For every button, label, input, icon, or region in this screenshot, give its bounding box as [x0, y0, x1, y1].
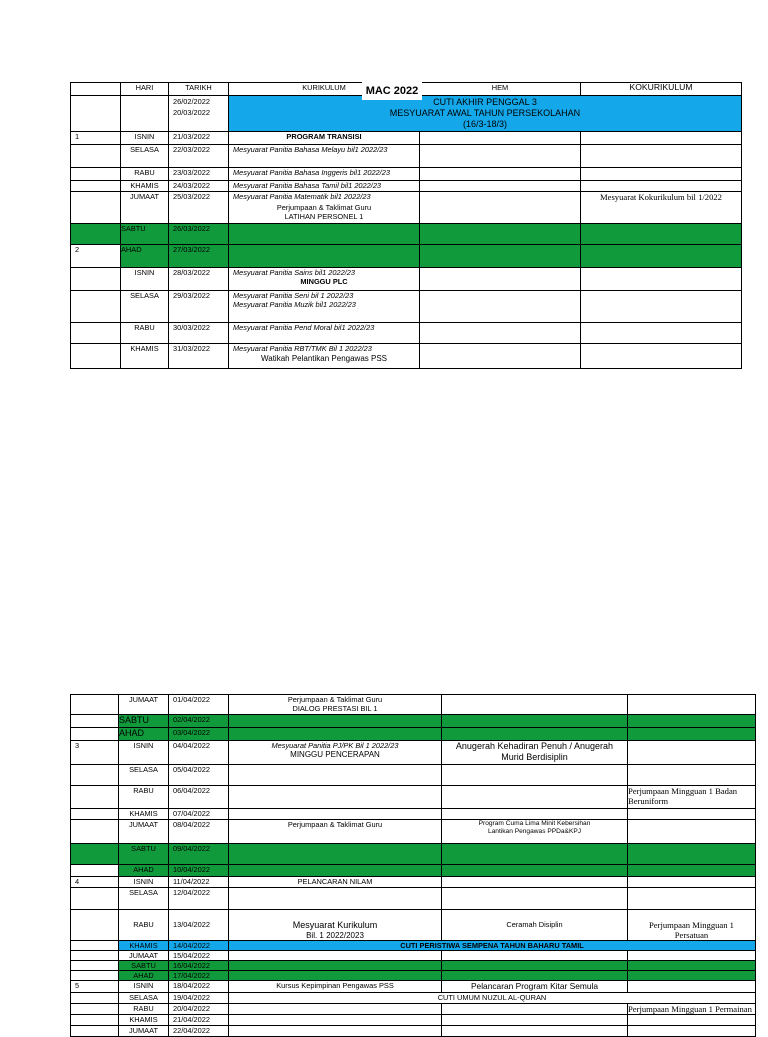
- day-cell: KHAMIS: [119, 809, 169, 820]
- date-cell: 07/04/2022: [169, 809, 229, 820]
- date-cell: 20/03/2022: [173, 108, 210, 117]
- date-cell: 26/02/2022: [173, 97, 210, 106]
- day-cell: RABU: [121, 323, 169, 344]
- table-row: [71, 1026, 756, 1037]
- date-cell: 06/04/2022: [169, 786, 229, 809]
- table-row: [71, 951, 756, 961]
- date-cell: 19/04/2022: [169, 993, 229, 1004]
- kurikulum-item: Mesyuarat Kurikulum: [292, 920, 378, 930]
- weekend-row: [71, 971, 756, 981]
- date-cell: 17/04/2022: [169, 971, 229, 981]
- holiday-row: [71, 941, 756, 951]
- kokurikulum-cell: Perjumpaan Mingguan 1 Permainan: [628, 1004, 756, 1015]
- day-cell: AHAD: [121, 245, 169, 268]
- day-cell: ISNIN: [119, 741, 169, 765]
- date-cell: 04/04/2022: [169, 741, 229, 765]
- date-cell: 21/04/2022: [169, 1015, 229, 1026]
- weekend-row: [71, 961, 756, 971]
- table-row: [71, 809, 756, 820]
- date-cell: 26/03/2022: [169, 224, 229, 245]
- kurikulum-cell: PROGRAM TRANSISI: [229, 132, 420, 145]
- day-cell: ISNIN: [121, 132, 169, 145]
- table-row: [71, 145, 742, 168]
- weekend-row: [71, 715, 756, 728]
- table-row: [71, 820, 756, 844]
- holiday-note: CUTI AKHIR PENGGAL 3: [433, 97, 537, 107]
- day-cell: ISNIN: [119, 877, 169, 888]
- kurikulum-item: Bil. 1 2022/2023: [306, 931, 364, 940]
- kurikulum-item: Mesyuarat Panitia Muzik bil1 2022/23: [233, 300, 356, 309]
- date-cell: 21/03/2022: [169, 132, 229, 145]
- header-kokurikulum: KOKURIKULUM: [581, 83, 742, 96]
- date-cell: 18/04/2022: [169, 981, 229, 993]
- day-cell: AHAD: [119, 865, 169, 877]
- kurikulum-item: Mesyuarat Panitia Matematik bil1 2022/23: [233, 192, 371, 201]
- table-row: [71, 323, 742, 344]
- date-range-note: (16/3-18/3): [462, 119, 508, 129]
- header-hem: HEM: [420, 83, 581, 96]
- date-cell: 16/04/2022: [169, 961, 229, 971]
- week-number: 5: [71, 981, 119, 993]
- date-cell: 28/03/2022: [169, 268, 229, 291]
- day-cell: SELASA: [119, 888, 169, 910]
- table-row: [71, 786, 756, 809]
- weekend-row: [71, 844, 756, 865]
- date-cell: 15/04/2022: [169, 951, 229, 961]
- week-number: 4: [71, 877, 119, 888]
- table-row: [71, 96, 742, 132]
- date-cell: 22/03/2022: [169, 145, 229, 168]
- weekend-row: [71, 728, 756, 741]
- day-cell: KHAMIS: [121, 344, 169, 369]
- hem-item: Lantikan Pengawas PPDa&KPJ: [487, 828, 582, 835]
- holiday-row: [71, 993, 756, 1004]
- day-cell: ISNIN: [121, 268, 169, 291]
- day-cell: AHAD: [119, 728, 169, 741]
- week-number: 1: [71, 132, 121, 145]
- date-cell: 10/04/2022: [169, 865, 229, 877]
- date-cell: 14/04/2022: [169, 941, 229, 951]
- kurikulum-cell: Kursus Kepimpinan Pengawas PSS: [229, 981, 442, 993]
- header-hari: HARI: [121, 83, 169, 96]
- kurikulum-item: Mesyuarat Panitia PJ/PK Bil 1 2022/23: [271, 741, 399, 750]
- hem-cell: Ceramah Disiplin: [442, 910, 628, 941]
- day-cell: RABU: [119, 786, 169, 809]
- day-cell: RABU: [121, 168, 169, 181]
- kurikulum-item: DIALOG PRESTASI BIL 1: [292, 704, 378, 713]
- kurikulum-cell: Perjumpaan & Taklimat Guru: [229, 820, 442, 844]
- kurikulum-item: Watikah Pelantikan Pengawas PSS: [261, 354, 387, 363]
- day-cell: RABU: [119, 910, 169, 941]
- day-cell: KHAMIS: [119, 941, 169, 951]
- schedule-table-march: [70, 82, 742, 369]
- date-cell: 22/04/2022: [169, 1026, 229, 1037]
- hem-item: Program Cuma Lima Minit Kebersihan: [478, 820, 591, 827]
- day-cell: SABTU: [119, 961, 169, 971]
- table-row: [71, 741, 756, 765]
- date-cell: 27/03/2022: [169, 245, 229, 268]
- day-cell: SELASA: [119, 993, 169, 1004]
- table-row: [71, 291, 742, 323]
- kurikulum-item: MINGGU PENCERAPAN: [290, 750, 380, 759]
- kokurikulum-cell: Mesyuarat Kokurikulum bil 1/2022: [581, 192, 742, 224]
- date-cell: 08/04/2022: [169, 820, 229, 844]
- table-row: [71, 1004, 756, 1015]
- date-cell: 29/03/2022: [169, 291, 229, 323]
- day-cell: JUMAAT: [119, 951, 169, 961]
- day-cell: JUMAAT: [121, 192, 169, 224]
- kurikulum-item: LATIHAN PERSONEL 1: [284, 212, 364, 221]
- date-cell: 23/03/2022: [169, 168, 229, 181]
- table-row: [71, 344, 742, 369]
- date-cell: 09/04/2022: [169, 844, 229, 865]
- date-cell: 12/04/2022: [169, 888, 229, 910]
- kurikulum-item: MINGGU PLC: [300, 277, 348, 286]
- date-cell: 31/03/2022: [169, 344, 229, 369]
- schedule-table-april: [70, 694, 756, 1037]
- table-row: [71, 888, 756, 910]
- kurikulum-item: Mesyuarat Panitia Seni bil 1 2022/23: [233, 291, 354, 300]
- day-cell: SELASA: [119, 765, 169, 786]
- week-number: 2: [71, 245, 121, 268]
- kurikulum-cell: Mesyuarat Panitia Bahasa Inggeris bil1 2022/23: [229, 168, 420, 181]
- kurikulum-item: Perjumpaan & Taklimat Guru: [287, 695, 383, 704]
- day-cell: KHAMIS: [119, 1015, 169, 1026]
- kurikulum-cell: Mesyuarat Panitia Pend Moral bil1 2022/23: [229, 323, 420, 344]
- day-cell: SABTU: [121, 224, 169, 245]
- table-row: [71, 181, 742, 192]
- kokurikulum-cell: Perjumpaan Mingguan 1 Badan Beruniform: [628, 786, 756, 809]
- week-number: 3: [71, 741, 119, 765]
- table-row: [71, 877, 756, 888]
- table-row: [71, 192, 742, 224]
- day-cell: SABTU: [119, 715, 169, 728]
- header-kurikulum: KURIKULUM: [229, 83, 420, 96]
- holiday-note: CUTI UMUM NUZUL AL-QURAN: [229, 993, 756, 1004]
- kurikulum-cell: Mesyuarat Panitia Bahasa Tamil bil1 2022/23: [229, 181, 420, 192]
- date-cell: 02/04/2022: [169, 715, 229, 728]
- meeting-note: MESYUARAT AWAL TAHUN PERSEKOLAHAN: [389, 108, 581, 118]
- day-cell: JUMAAT: [119, 695, 169, 715]
- kurikulum-item: Mesyuarat Panitia RBT/TMK Bil 1 2022/23: [233, 344, 372, 353]
- day-cell: SELASA: [121, 291, 169, 323]
- table-row: [71, 268, 742, 291]
- day-cell: JUMAAT: [119, 1026, 169, 1037]
- table-row: [71, 981, 756, 993]
- date-cell: 20/04/2022: [169, 1004, 229, 1015]
- date-cell: 01/04/2022: [169, 695, 229, 715]
- table-row: [71, 132, 742, 145]
- day-cell: RABU: [119, 1004, 169, 1015]
- weekend-row: [71, 224, 742, 245]
- day-cell: ISNIN: [119, 981, 169, 993]
- hem-cell: Anugerah Kehadiran Penuh / Anugerah Murid Berdisiplin: [442, 741, 628, 765]
- kurikulum-item: Mesyuarat Panitia Sains bil1 2022/23: [233, 268, 356, 277]
- table-row: [71, 765, 756, 786]
- weekend-row: [71, 245, 742, 268]
- kurikulum-cell: Mesyuarat Panitia Bahasa Melayu bil1 2022/23: [229, 145, 420, 168]
- month-title: MAC 2022: [362, 82, 422, 100]
- kurikulum-cell: PELANCARAN NILAM: [229, 877, 442, 888]
- header-tarikh: TARIKH: [169, 83, 229, 96]
- table-row: [71, 168, 742, 181]
- day-cell: JUMAAT: [119, 820, 169, 844]
- holiday-note: CUTI PERISTIWA SEMPENA TAHUN BAHARU TAMIL: [229, 941, 756, 951]
- kurikulum-item: Perjumpaan & Taklimat Guru: [276, 203, 372, 212]
- date-cell: 11/04/2022: [169, 877, 229, 888]
- date-cell: 25/03/2022: [169, 192, 229, 224]
- date-cell: 03/04/2022: [169, 728, 229, 741]
- date-cell: 13/04/2022: [169, 910, 229, 941]
- table-row: [71, 910, 756, 941]
- day-cell: KHAMIS: [121, 181, 169, 192]
- date-cell: 30/03/2022: [169, 323, 229, 344]
- date-cell: 05/04/2022: [169, 765, 229, 786]
- day-cell: SELASA: [121, 145, 169, 168]
- weekend-row: [71, 865, 756, 877]
- table-row: [71, 695, 756, 715]
- holiday-banner: [229, 96, 742, 132]
- hem-cell: Pelancaran Program Kitar Semula: [442, 981, 628, 993]
- date-cell: 24/03/2022: [169, 181, 229, 192]
- day-cell: SABTU: [119, 844, 169, 865]
- kokurikulum-cell: Perjumpaan Mingguan 1 Persatuan: [628, 910, 756, 941]
- day-cell: AHAD: [119, 971, 169, 981]
